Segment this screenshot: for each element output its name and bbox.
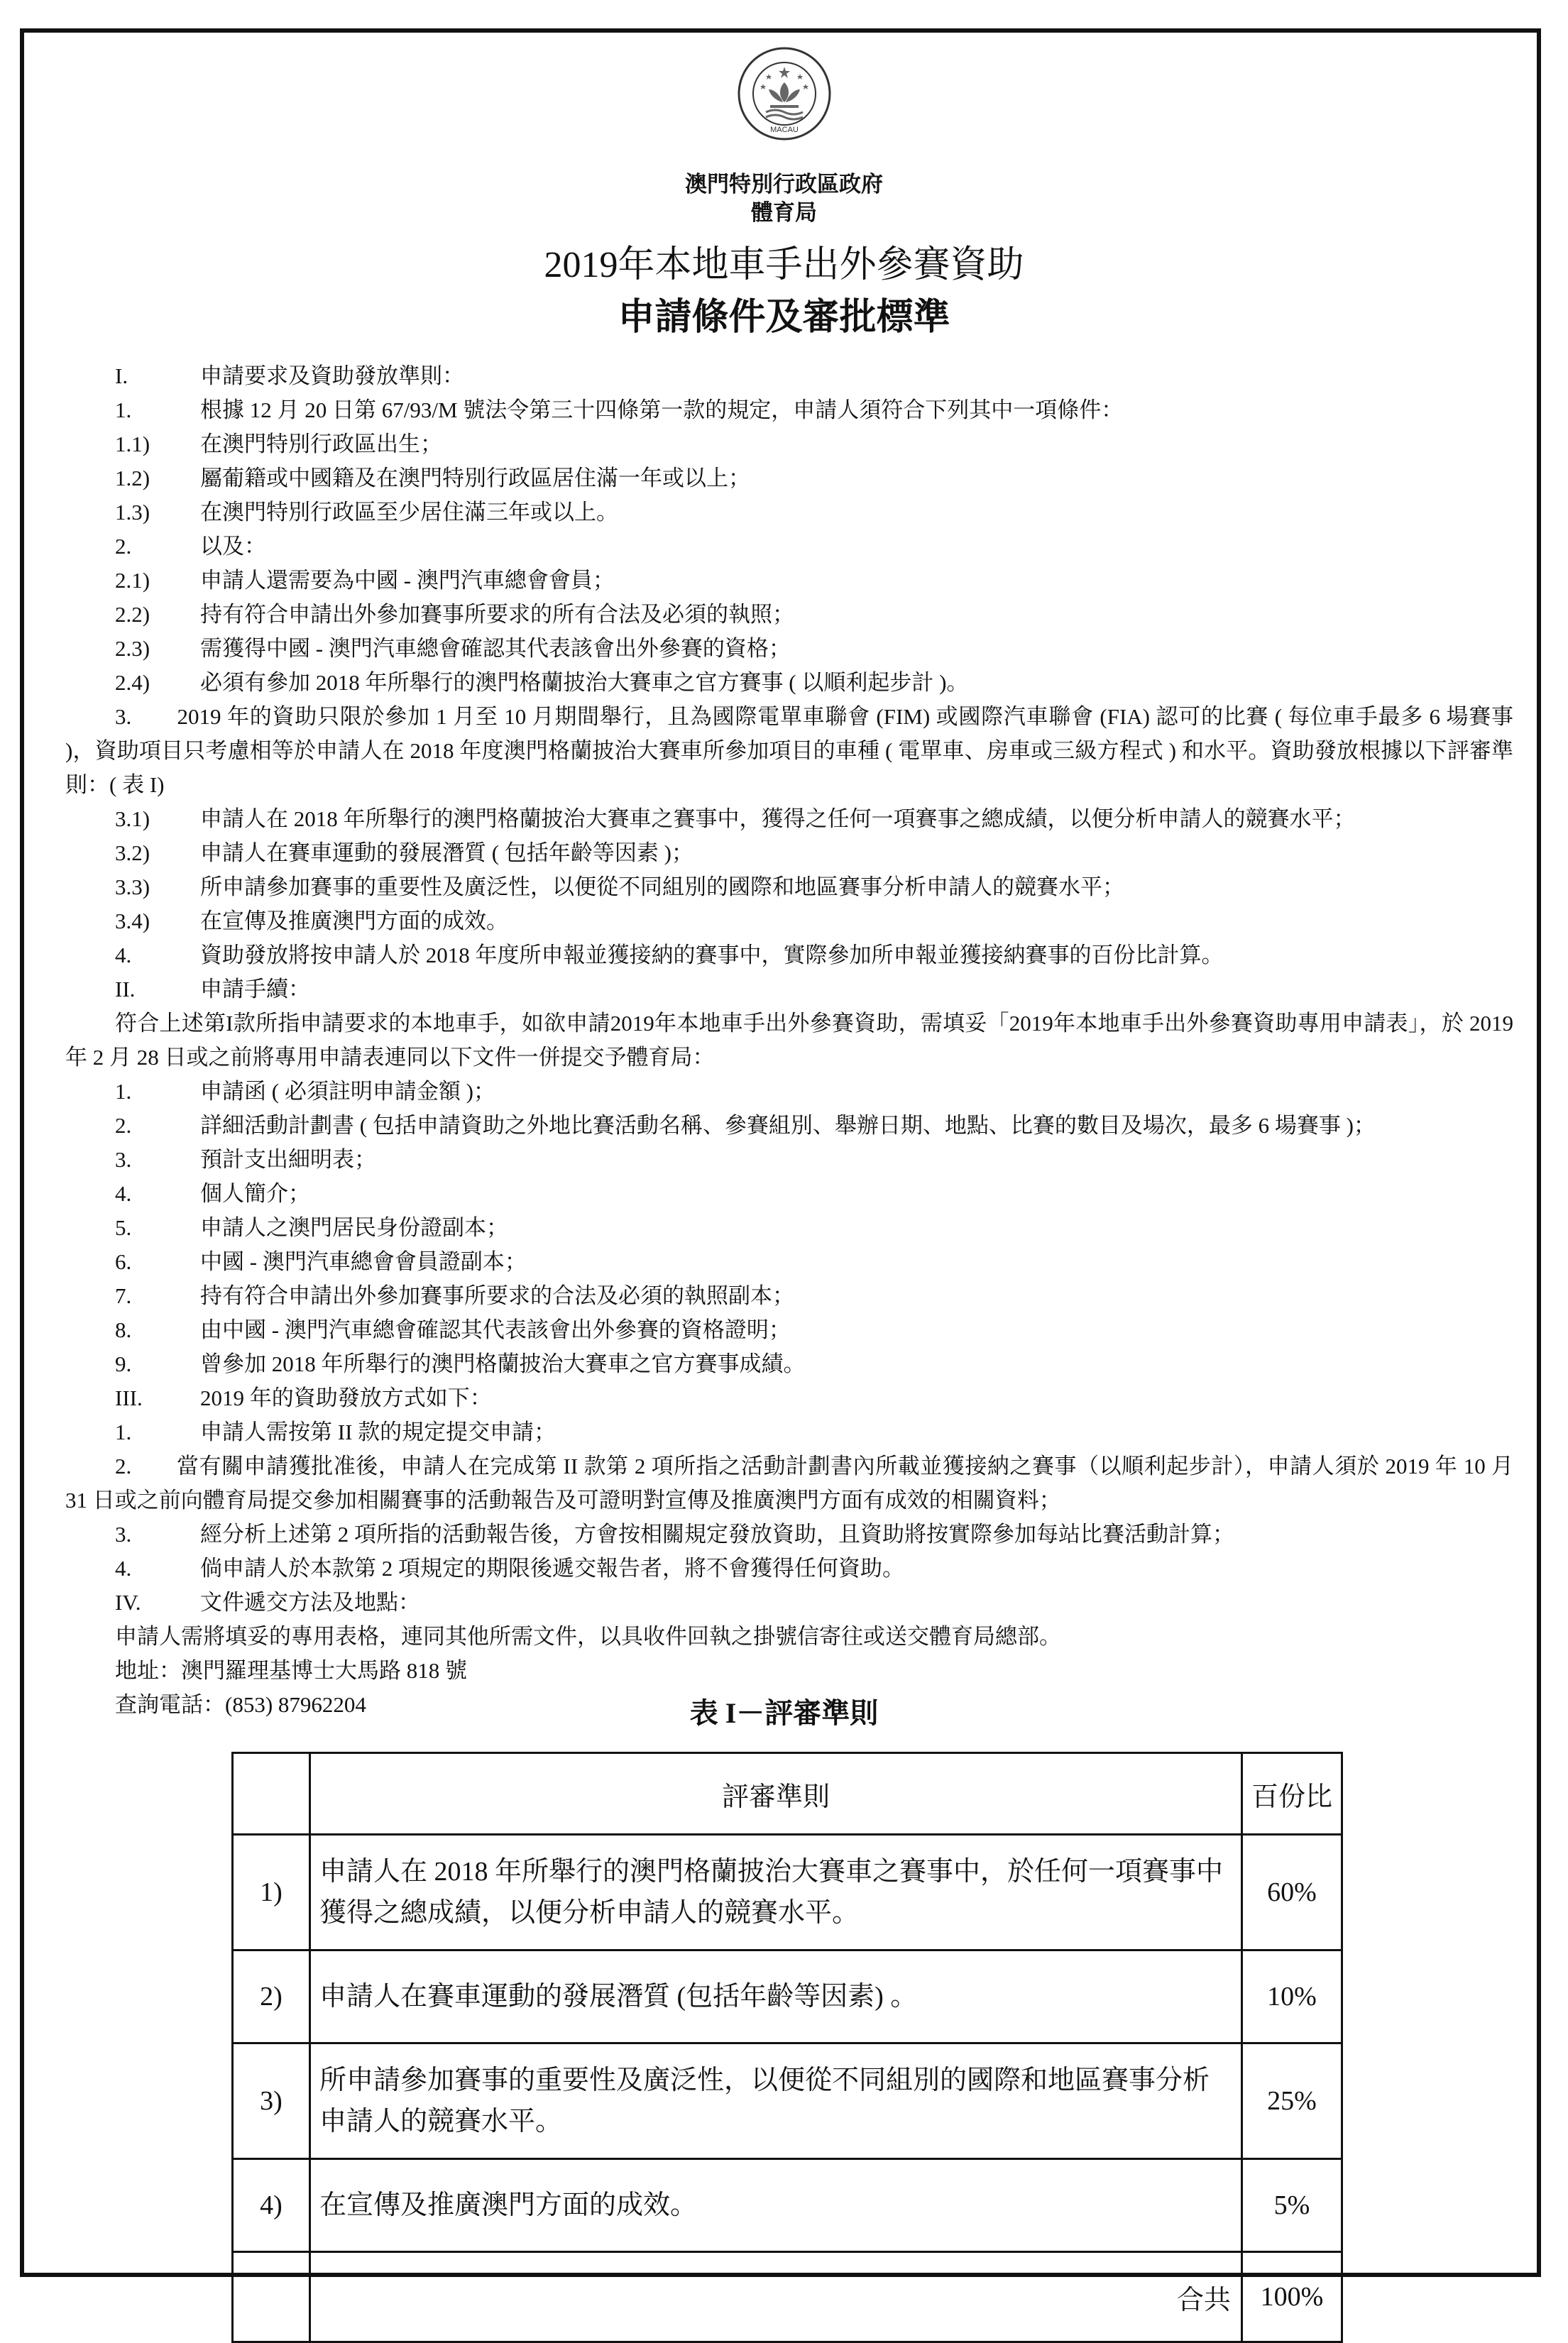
row-criterion: 所申請參加賽事的重要性及廣泛性，以便從不同組別的國際和地區賽事分析申請人的競賽水平。: [310, 2043, 1242, 2159]
table-row: [233, 1950, 1342, 2043]
list-item-text: 詳細活動計劃書 ( 包括申請資助之外地比賽活動名稱、參賽組別、舉辦日期、地點、比賽的數目及場次，最多 6 場賽事 )；: [200, 1113, 1376, 1138]
list-item-number: IV.: [115, 1590, 141, 1615]
list-item-text: 個人簡介；: [200, 1181, 310, 1206]
list-item: [65, 598, 1513, 632]
document-subtitle: 申請條件及審批標準: [618, 297, 950, 338]
list-item-text: 中國 - 澳門汽車總會會員證副本；: [200, 1249, 527, 1274]
list-item: [65, 1313, 1513, 1347]
row-criterion: 申請人在 2018 年所舉行的澳門格蘭披治大賽車之賽事中，於任何一項賽事中獲得之總成績，以便分析申請人的競賽水平。: [310, 1835, 1242, 1950]
list-item: [65, 904, 1513, 938]
list-item: [65, 938, 1513, 972]
row-number: 4): [233, 2159, 310, 2252]
row-percent: 60%: [1242, 1835, 1342, 1950]
list-item-text: 必須有參加 2018 年所舉行的澳門格蘭披治大賽車之官方賽事 ( 以順利起步計 )。: [200, 670, 969, 695]
table-row: [233, 2043, 1342, 2159]
row-percent: 10%: [1242, 1950, 1342, 2043]
list-item-number: 2.4): [115, 670, 150, 695]
list-item-number: 3.4): [115, 909, 150, 933]
list-item: [65, 802, 1513, 836]
list-item-number: II.: [115, 977, 136, 1002]
list-item-number: 3.3): [115, 874, 150, 899]
criteria-table: [231, 1752, 1343, 2343]
list-item-text: 由中國 - 澳門汽車總會確認其代表該會出外參賽的資格證明；: [200, 1317, 791, 1342]
list-item-number: 2.3): [115, 636, 150, 661]
list-item-number: 4.: [115, 943, 132, 967]
document-body: [65, 359, 1513, 1722]
list-item-text: 曾參加 2018 年所舉行的澳門格蘭披治大賽車之官方賽事成績。: [200, 1351, 806, 1376]
list-item: [65, 1245, 1513, 1279]
list-item-number: 8.: [115, 1317, 132, 1342]
list-item-text: 持有符合申請出外參加賽事所要求的所有合法及必須的執照；: [200, 602, 794, 627]
emblem-bottom-text: MACAU: [770, 126, 799, 134]
list-item-number: 1.: [115, 1420, 132, 1444]
total-percent: 100%: [1242, 2252, 1342, 2342]
row-percent: 5%: [1242, 2159, 1342, 2252]
list-item-text: 在宣傳及推廣澳門方面的成效。: [200, 909, 508, 933]
list-item: [65, 836, 1513, 870]
list-item-text: 需獲得中國 - 澳門汽車總會確認其代表該會出外參賽的資格；: [200, 636, 791, 661]
list-item: [65, 1415, 1513, 1449]
list-item-text: 資助發放將按申請人於 2018 年度所申報並獲接納的賽事中，實際參加所申報並獲接納賽事的百份比計算。: [200, 943, 1224, 967]
list-item-text: 持有符合申請出外參加賽事所要求的合法及必須的執照副本；: [200, 1283, 794, 1308]
row-number: 2): [233, 1950, 310, 2043]
list-item-number: 2.1): [115, 568, 150, 593]
list-item: [65, 427, 1513, 461]
table-header-row: [233, 1753, 1342, 1835]
total-blank-cell: [233, 2252, 310, 2342]
list-item-text: 申請函 ( 必須註明申請金額 )；: [200, 1079, 495, 1104]
list-item: [65, 1347, 1513, 1381]
organization-name: 澳門特別行政區政府: [685, 172, 883, 197]
list-item-number: 9.: [115, 1351, 132, 1376]
list-item-number: I.: [115, 363, 128, 388]
list-item-number: 1.3): [115, 500, 150, 525]
list-item: [65, 461, 1513, 495]
row-criterion: 在宣傳及推廣澳門方面的成效。: [310, 2159, 1242, 2252]
list-item: [65, 1211, 1513, 1245]
contact-line: 查詢電話：(853) 87962204: [115, 1692, 366, 1717]
list-item-number: 1.1): [115, 432, 150, 456]
list-item-number: 3.: [115, 1522, 132, 1547]
list-item-text: 申請人在賽車運動的發展潛質 ( 包括年齡等因素 )；: [200, 840, 693, 865]
list-item-number: 2.: [115, 534, 132, 559]
list-item-text: 以及：: [200, 534, 266, 559]
list-item-number: 5.: [115, 1215, 132, 1240]
contact-line: 申請人需將填妥的專用表格，連同其他所需文件，以具收件回執之掛號信寄往或送交體育局總部。: [115, 1624, 1061, 1649]
table-row: [233, 2159, 1342, 2252]
list-item: [65, 632, 1513, 666]
list-item-text: 在澳門特別行政區至少居住滿三年或以上。: [200, 500, 618, 525]
list-item-number: 6.: [115, 1249, 132, 1274]
list-item-text: 預計支出細明表；: [200, 1147, 376, 1172]
list-item: [65, 359, 1513, 393]
row-number: 3): [233, 2043, 310, 2159]
total-label: 合共: [310, 2252, 1242, 2342]
department-name: 體育局: [751, 200, 817, 225]
list-item-number: 4.: [115, 1556, 132, 1581]
header-criteria: 評審準則: [310, 1753, 1242, 1835]
list-item-text: 申請人之澳門居民身份證副本；: [200, 1215, 508, 1240]
list-item: [65, 870, 1513, 904]
list-item: [65, 1518, 1513, 1552]
list-item-number: 3.: [115, 1147, 132, 1172]
table-title: 表 I－評審準則: [689, 1697, 879, 1729]
list-item-number: 1.: [115, 397, 132, 422]
list-item: [65, 1109, 1513, 1143]
list-item-number: 2.: [115, 1113, 132, 1138]
list-item: [65, 393, 1513, 427]
list-item: [65, 972, 1513, 1006]
list-item-text: 申請人還需要為中國 - 澳門汽車總會會員；: [200, 568, 615, 593]
list-item-text: 屬葡籍或中國籍及在澳門特別行政區居住滿一年或以上；: [200, 466, 750, 490]
list-item-text: 倘申請人於本款第 2 項規定的期限後遞交報告者，將不會獲得任何資助。: [200, 1556, 904, 1581]
list-item: [65, 529, 1513, 564]
paragraph-section-i-3: 3. 2019 年的資助只限於參加 1 月至 10 月期間舉行，且為國際電單車聯會 (FIM) 或國際汽車聯會 (FIA) 認可的比賽 ( 每位車手最多 6 場賽事 )，資助項目只考慮相等於申請人在 2018 年度澳門格蘭披治大賽車所參加項目的車種 ( 電單車、房車或三級方程式 ) 和水平。資助發放根據以下評審準則：( 表 I): [65, 704, 1513, 797]
list-item-number: 1.2): [115, 466, 150, 490]
list-item: [65, 1177, 1513, 1211]
list-item: [65, 1586, 1513, 1620]
list-item-number: 1.: [115, 1079, 132, 1104]
list-item: [65, 1143, 1513, 1177]
list-item-text: 在澳門特別行政區出生；: [200, 432, 442, 456]
row-criterion: 申請人在賽車運動的發展潛質 (包括年齡等因素) 。: [310, 1950, 1242, 2043]
list-item-text: 2019 年的資助發放方式如下：: [200, 1386, 492, 1410]
list-item: [65, 666, 1513, 700]
list-item-text: 申請手續：: [200, 977, 310, 1002]
list-item-number: 7.: [115, 1283, 132, 1308]
row-number: 1): [233, 1835, 310, 1950]
list-item-number: 4.: [115, 1181, 132, 1206]
list-item-number: III.: [115, 1386, 143, 1410]
table-total-row: [233, 2252, 1342, 2342]
list-item-number: 3.1): [115, 806, 150, 831]
list-item: [65, 564, 1513, 598]
list-item-text: 經分析上述第 2 項所指的活動報告後，方會按相關規定發放資助，且資助將按實際參加每站比賽活動計算；: [200, 1522, 1234, 1547]
contact-line: 地址：澳門羅理基博士大馬路 818 號: [115, 1658, 467, 1683]
list-item: [65, 1279, 1513, 1313]
document-title: 2019年本地車手出外參賽資助: [544, 245, 1024, 285]
table-row: [233, 1835, 1342, 1950]
header-blank-cell: [233, 1753, 310, 1835]
list-item: [65, 1075, 1513, 1109]
list-item: [65, 495, 1513, 529]
header-percent: 百份比: [1242, 1753, 1342, 1835]
list-item-text: 所申請參加賽事的重要性及廣泛性，以便從不同組別的國際和地區賽事分析申請人的競賽水平；: [200, 874, 1124, 899]
row-percent: 25%: [1242, 2043, 1342, 2159]
list-item-text: 申請人在 2018 年所舉行的澳門格蘭披治大賽車之賽事中，獲得之任何一項賽事之總成績，以便分析申請人的競賽水平；: [200, 806, 1356, 831]
list-item-number: 3.2): [115, 840, 150, 865]
list-item-text: 申請要求及資助發放準則：: [200, 363, 464, 388]
macau-sar-emblem-icon: [736, 45, 833, 142]
list-item: [65, 1552, 1513, 1586]
list-item-number: 2.2): [115, 602, 150, 627]
paragraph-section-iii-2: 2. 當有關申請獲批准後，申請人在完成第 II 款第 2 項所指之活動計劃書內所載並獲接納之賽事（以順利起步計），申請人須於 2019 年 10 月 31 日或之前向體育局提交參加相關賽事的活動報告及可證明對宣傳及推廣澳門方面有成效的相關資料；: [65, 1454, 1513, 1513]
list-item-text: 申請人需按第 II 款的規定提交申請；: [200, 1420, 557, 1444]
list-item: [65, 1381, 1513, 1415]
list-item-text: 文件遞交方法及地點：: [200, 1590, 420, 1615]
list-item-text: 根據 12 月 20 日第 67/93/M 號法令第三十四條第一款的規定，申請人須符合下列其中一項條件：: [200, 397, 1124, 422]
paragraph-section-ii: 符合上述第I款所指申請要求的本地車手，如欲申請2019年本地車手出外參賽資助，需填妥「2019年本地車手出外參賽資助專用申請表」，於 2019 年 2 月 28 日或之前將專用申請表連同以下文件一併提交予體育局：: [65, 1011, 1513, 1070]
